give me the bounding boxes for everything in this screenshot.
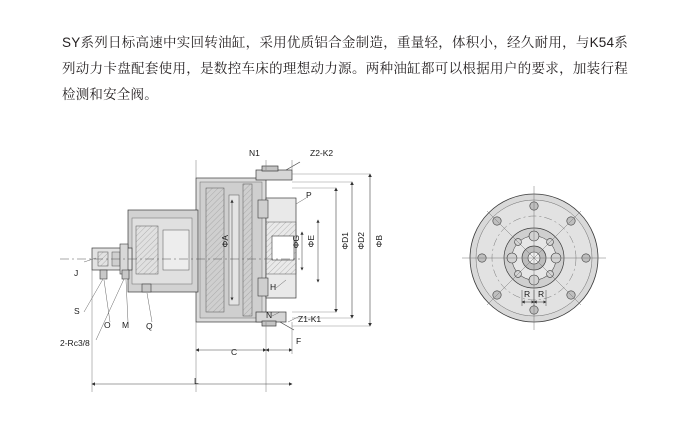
dim-label-phi-b: ΦB [374,235,384,248]
dim-label-r-left: R [524,289,531,299]
dim-label-phi-g: ΦG [291,235,301,249]
dim-label-l: L [194,376,199,386]
technical-drawing [0,140,690,410]
dim-label-s: S [74,306,80,316]
dim-label-n1: N1 [249,148,260,158]
dim-label-m: M [122,320,130,330]
dim-label-phi-e: ΦE [306,235,316,248]
dim-label-z2-k2: Z2-K2 [310,148,334,158]
dim-label-phi-d1: ΦD1 [340,232,350,250]
dim-label-phi-d2: ΦD2 [356,232,366,250]
dim-label-h: H [270,282,277,292]
dim-label-q: Q [146,321,153,331]
dim-label-n: N [266,310,273,320]
dim-label-phi-a: ΦA [220,235,230,248]
dim-label-r-right: R [538,289,545,299]
product-description: SY系列日标高速中实回转油缸，采用优质铝合金制造，重量轻，体积小，经久耐用，与K54系列动力卡盘配套使用，是数控车床的理想动力源。两种油缸都可以根据用户的要求，加装行程检测和安全阀。 [62,35,628,102]
dim-label-z1-k1: Z1-K1 [298,314,322,324]
dim-label-o: O [104,320,111,330]
section-view-group [60,160,370,392]
dim-label-c: C [231,347,238,357]
dim-label-2-rc38: 2-Rc3/8 [60,338,90,348]
dim-label-j: J [74,268,79,278]
front-view-group [462,186,606,330]
dim-label-p: P [306,190,312,200]
dim-label-f: F [296,336,302,346]
drawing-svg [0,140,690,410]
